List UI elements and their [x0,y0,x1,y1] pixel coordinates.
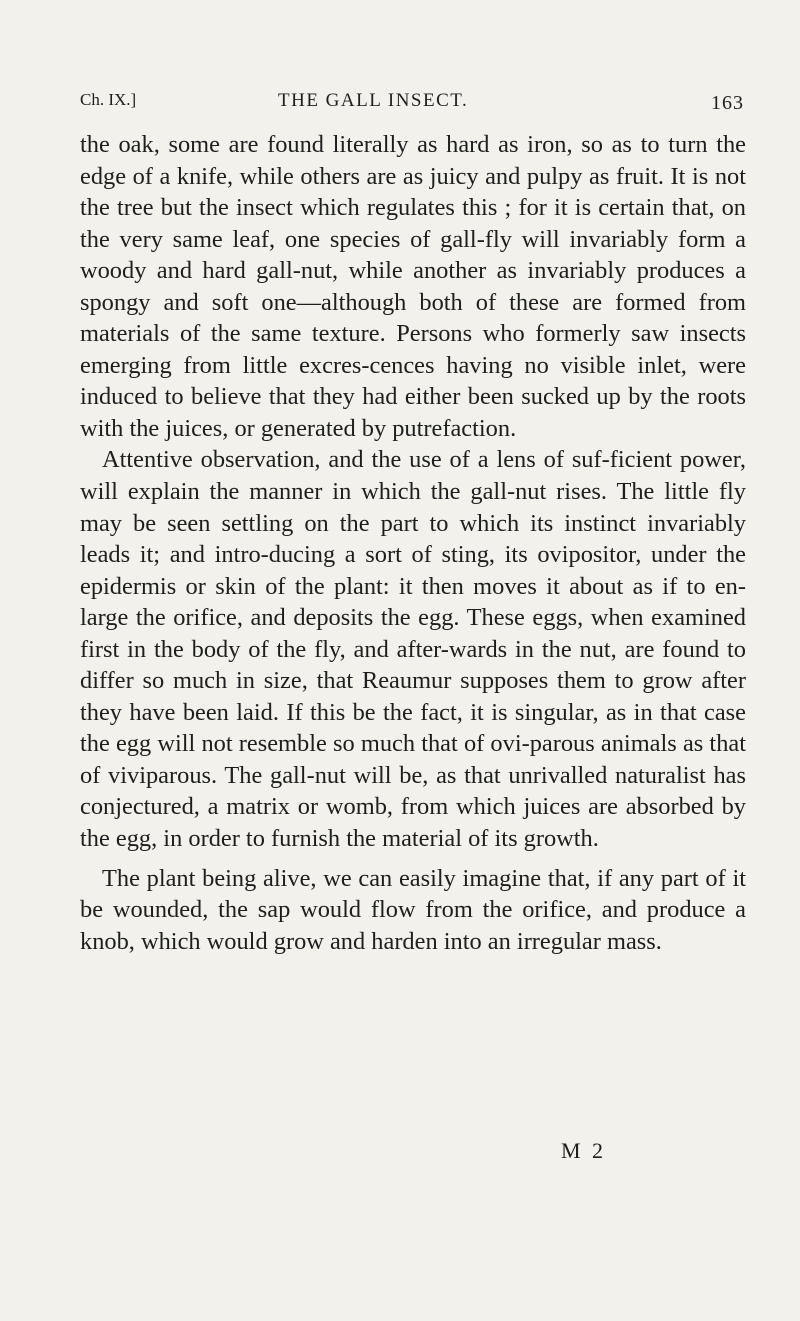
paragraph-1: the oak, some are found literally as hard as iron, so as to turn the edge of a knife, while others are as juicy and pulpy as fruit. It is not the tree but the insect which regulates this ; for it is certain that, on the very same leaf, one species of gall-fly will invariably form a woody and hard gall-nut, while another as invariably produces a spongy and soft one—although both of these are formed from materials of the same texture. Persons who formerly saw insects emerging from little excres-cences having no visible inlet, were induced to believe that they had either been sucked up by the roots with the juices, or generated by putrefaction. [80,131,746,442]
running-title: THE GALL INSECT. [278,90,469,111]
signature-mark: M 2 [561,1138,607,1163]
running-head [80,86,746,126]
page-number: 163 [711,92,744,114]
book-page [80,86,746,957]
chapter-reference: Ch. IX.] [80,90,137,109]
paragraph-2: Attentive observation, and the use of a lens of suf-ficient power, will explain the manner in which the gall-nut rises. The little fly may be seen settling on the part to which its instinct invariably leads it; and intro-ducing a sort of sting, its ovipositor, under the epidermis or skin of the plant: it then moves it about as if to en-large the orifice, and deposits the egg. These eggs, when examined first in the body of the fly, and after-wards in the nut, are found to differ so much in size, that Reaumur supposes them to grow after they have been laid. If this be the fact, it is singular, as in that case the egg will not resemble so much that of ovi-parous animals as that of viviparous. The gall-nut will be, as that unrivalled naturalist has conjectured, a matrix or womb, from which juices are absorbed by the egg, in order to furnish the material of its growth. [80,446,746,853]
paragraph-3: The plant being alive, we can easily imagine that, if any part of it be wounded, the sap would flow from the orifice, and produce a knob, which would grow and harden into an irregular mass. [80,864,746,955]
body-text [80,129,746,957]
